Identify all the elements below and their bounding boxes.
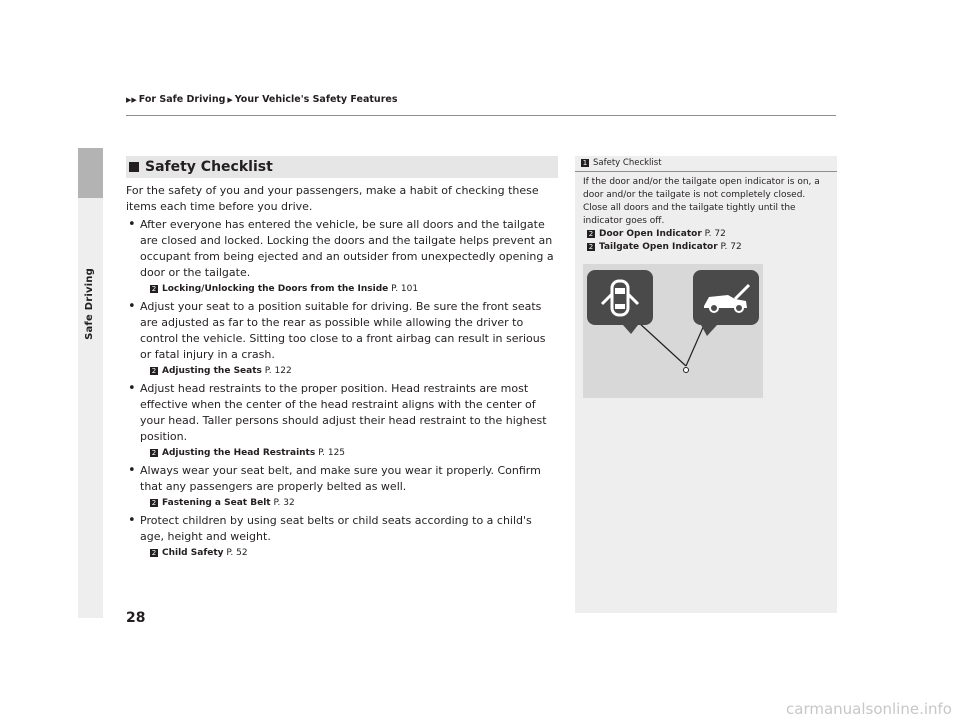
sidebar-note <box>575 156 837 613</box>
sidebar-title-text: Safety Checklist <box>593 158 662 168</box>
reference-arrow-icon: 2 <box>151 499 157 507</box>
checklist-item <box>126 381 558 461</box>
watermark: carmanualsonline.info <box>786 700 952 718</box>
intro-paragraph: For the safety of you and your passengers, make a habit of checking these items each time before you drive. <box>126 184 539 213</box>
checklist-item <box>126 217 558 297</box>
cross-reference-page: P. 32 <box>273 498 295 508</box>
chapter-tab-track <box>78 198 103 618</box>
sidebar-body: If the door and/or the tailgate open indicator is on, a door and/or the tailgate is not completely closed. Close all doors and the tailgate tightly until the indicator goes off. <box>583 177 820 226</box>
cross-reference-page: P. 101 <box>391 284 419 294</box>
checklist-item-text: After everyone has entered the vehicle, be sure all doors and the tailgate are closed and locked. Locking the doors and the tailgate helps prevent an occupant from being ejected and an outsider from unexpectedly opening a door or the tailgate. <box>140 218 554 279</box>
section-heading-text: Safety Checklist <box>145 159 273 175</box>
sidebar-cross-reference[interactable] <box>575 241 837 254</box>
callout-dot <box>684 368 689 373</box>
reference-arrow-icon: 2 <box>588 243 594 251</box>
reference-arrow-icon: 2 <box>151 549 157 557</box>
checklist-item-text: Adjust head restraints to the proper position. Head restraints are most effective when the center of the head restraint aligns with the center of your head. Taller persons should adjust their head restraint to the highest position. <box>140 382 547 443</box>
cross-reference-link[interactable] <box>140 446 558 461</box>
cross-reference-title: Door Open Indicator <box>599 229 702 239</box>
indicator-illustration-svg <box>583 264 763 398</box>
reference-arrow-icon: 2 <box>151 449 157 457</box>
chapter-label: Safe Driving <box>84 268 95 340</box>
cross-reference-link[interactable] <box>140 282 558 297</box>
section-heading <box>126 156 558 178</box>
tailgate-open-indicator-icon <box>693 270 759 336</box>
checklist-item-text: Adjust your seat to a position suitable for driving. Be sure the front seats are adjusted as far to the rear as possible while allowing the driver to control the vehicle. Sitting too close to a front airbag can result in serious or fatal injury in a crash. <box>140 300 546 361</box>
breadcrumb-arrow-icon: ▶▶ <box>126 95 137 104</box>
cross-reference-title: Fastening a Seat Belt <box>162 498 271 508</box>
cross-reference-link[interactable] <box>140 364 558 379</box>
heading-square-icon <box>129 162 139 172</box>
checklist-item <box>126 299 558 379</box>
breadcrumb-item[interactable]: For Safe Driving <box>138 94 226 105</box>
cross-reference-page: P. 122 <box>264 366 292 376</box>
cross-reference-link[interactable] <box>140 496 558 511</box>
main-content <box>126 156 558 561</box>
chapter-tab <box>78 148 103 198</box>
page-number: 28 <box>126 610 146 626</box>
checklist-item-text: Always wear your seat belt, and make sure you wear it properly. Confirm that any passengers are properly belted as well. <box>140 464 541 493</box>
callout-line <box>638 322 686 366</box>
breadcrumb <box>126 94 397 105</box>
door-open-indicator-icon <box>587 270 653 334</box>
reference-arrow-icon: 2 <box>151 285 157 293</box>
cross-reference-link[interactable] <box>140 546 558 561</box>
reference-arrow-icon: 2 <box>151 367 157 375</box>
sidebar-title <box>575 156 837 172</box>
cross-reference-title: Child Safety <box>162 548 224 558</box>
cross-reference-title: Adjusting the Seats <box>162 366 262 376</box>
cross-reference-page: P. 52 <box>226 548 248 558</box>
header-rule <box>126 115 836 116</box>
checklist-item-text: Protect children by using seat belts or child seats according to a child's age, height and weight. <box>140 514 532 543</box>
cross-reference-title: Locking/Unlocking the Doors from the Inside <box>162 284 389 294</box>
sidebar-cross-reference[interactable] <box>575 228 837 241</box>
cross-reference-page: P. 72 <box>720 242 742 252</box>
reference-arrow-icon: 2 <box>588 230 594 238</box>
checklist-item <box>126 513 558 561</box>
checklist <box>126 217 558 561</box>
breadcrumb-item[interactable]: Your Vehicle's Safety Features <box>234 94 398 105</box>
checklist-item <box>126 463 558 511</box>
cross-reference-title: Adjusting the Head Restraints <box>162 448 316 458</box>
indicator-illustration <box>583 264 763 398</box>
note-marker-icon: 1 <box>582 159 588 167</box>
cross-reference-page: P. 125 <box>318 448 346 458</box>
cross-reference-page: P. 72 <box>704 229 726 239</box>
breadcrumb-arrow-icon: ▶ <box>227 95 233 104</box>
cross-reference-title: Tailgate Open Indicator <box>599 242 718 252</box>
